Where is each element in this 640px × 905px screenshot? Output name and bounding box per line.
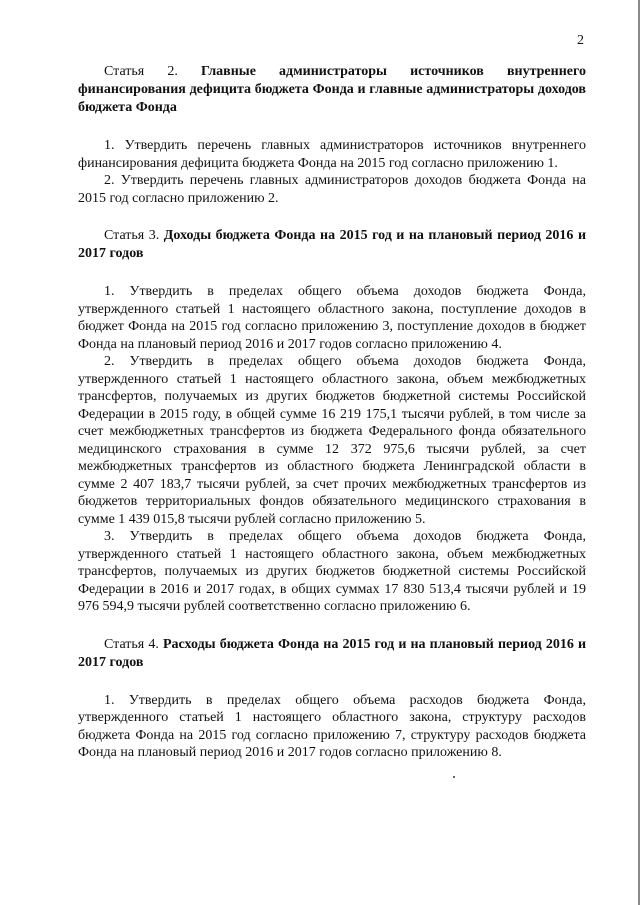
page-number: 2 — [577, 33, 584, 48]
article-number: Статья 2. — [104, 64, 178, 79]
article-heading — [78, 636, 586, 672]
article-4 — [78, 636, 586, 762]
paragraph: 1. Утвердить в пределах общего объема расходов бюджета Фонда, утвержденного статьей 1 настоящего областного закона, структуру расходов бюджета Фонда на 2015 год согласно приложению 7, структуру расходов бюджета Фонда на плановый период 2016 и 2017 годов согласно приложению 8. — [78, 692, 586, 760]
article-title: Расходы бюджета Фонда на 2015 год и на плановый период 2016 и 2017 годов — [78, 636, 587, 670]
document-body — [78, 63, 586, 762]
article-title: Доходы бюджета Фонда на 2015 год и на плановый период 2016 и 2017 годов — [78, 228, 587, 261]
scan-speck — [453, 776, 455, 778]
paragraph: 3. Утвердить в пределах общего объема доходов бюджета Фонда, утвержденного статьей 1 настоящего областного закона, объем межбюджетных трансфертов, получаемых из других бюджетов бюджетной системы Российской Федерации в 2016 и 2017 годах, в общих суммах 17 830 513,4 тысячи рублей и 19 976 594,9 тысячи рублей соответственно согласно приложению 6. — [78, 529, 586, 614]
paragraph: 1. Утвердить в пределах общего объема доходов бюджета Фонда, утвержденного статьей 1 настоящего областного закона, поступление доходов в бюджет Фонда на 2015 год согласно приложению 3, поступление доходов в бюджет Фонда на плановый период 2016 и 2017 годов согласно приложению 4. — [78, 284, 586, 352]
article-title: Главные администраторы источников внутреннего финансирования дефицита бюджета Фонда и главные администраторы доходов бюджета Фонда — [78, 64, 586, 115]
article-heading — [78, 63, 586, 117]
paragraph: 1. Утвердить перечень главных администраторов источников внутреннего финансирования дефицита бюджета Фонда на 2015 год согласно приложению 1. — [78, 138, 586, 171]
article-heading — [78, 227, 586, 263]
article-2 — [78, 63, 586, 207]
paragraph: 2. Утвердить перечень главных администраторов доходов бюджета Фонда на 2015 год согласно приложению 2. — [78, 173, 586, 206]
article-3 — [78, 227, 586, 616]
article-number: Статья 4. — [104, 636, 159, 652]
article-number: Статья 3. — [104, 228, 160, 243]
paragraph: 2. Утвердить в пределах общего объема доходов бюджета Фонда, утвержденного статьей 1 настоящего областного закона, объем межбюджетных трансфертов, получаемых из других бюджетов бюджетной системы Российской Федерации в 2015 году, в общей сумме 16 219 175,1 тысячи рублей, в том числе за счет межбюджетных трансфертов из бюджета Федерального фонда обязательного медицинского страхования в сумме 12 372 975,6 тысячи рублей, за счет межбюджетных трансфертов из областного бюджета Ленинградской области в сумме 2 407 183,7 тысячи рублей, за счет прочих межбюджетных трансфертов из бюджетов территориальных фондов обязательного медицинского страхования в сумме 1 439 015,8 тысячи рублей согласно приложению 5. — [78, 354, 586, 527]
